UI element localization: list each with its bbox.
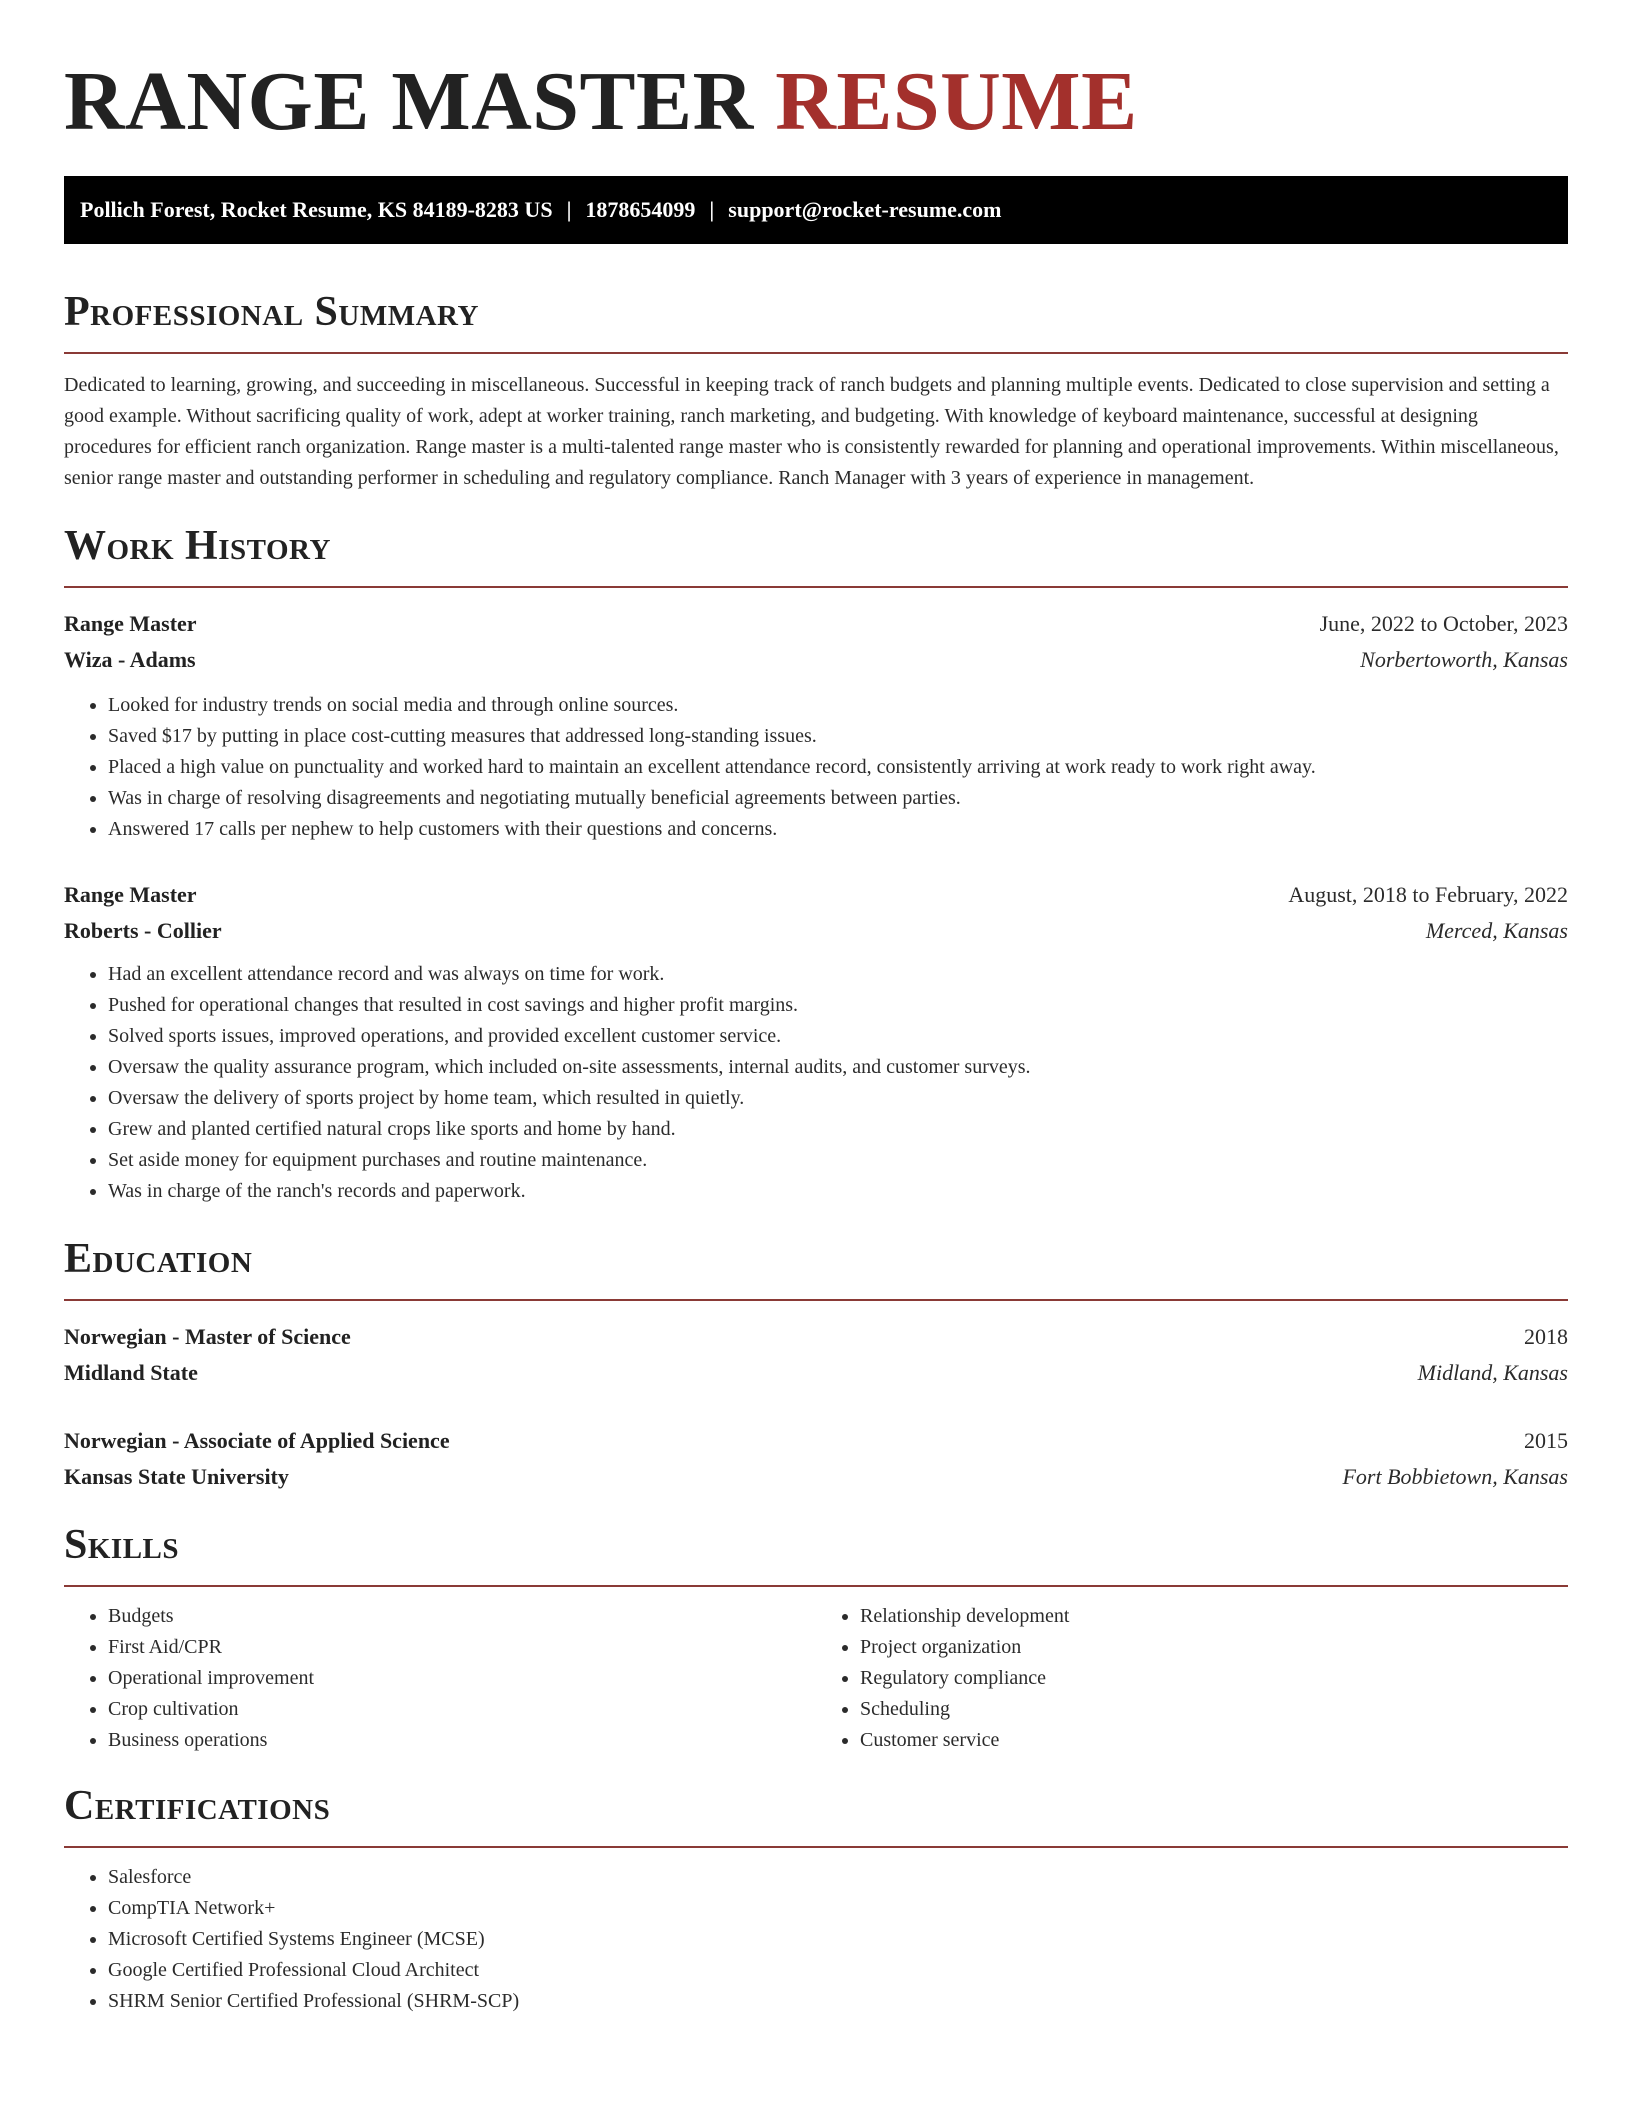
- job-header-row: [64, 606, 1568, 642]
- education-heading: Education: [64, 1236, 253, 1282]
- job-header-row: [64, 877, 1568, 913]
- job-dates: August, 2018 to February, 2022: [1288, 882, 1568, 907]
- education-school: Kansas State University: [64, 1464, 289, 1489]
- section-divider: [64, 1585, 1568, 1587]
- education-year: 2018: [1524, 1324, 1568, 1349]
- skill-item: • Regulatory compliance: [860, 1663, 1568, 1694]
- job-bullet: • Had an excellent attendance record and was always on time for work.: [108, 959, 1568, 990]
- section-divider: [64, 352, 1568, 354]
- certification-item: • Microsoft Certified Systems Engineer (MCSE): [108, 1924, 1568, 1955]
- job-bullet: • Looked for industry trends on social media and through online sources.: [108, 690, 1568, 721]
- skills-grid: [64, 1601, 1568, 1756]
- summary-section: [64, 286, 1568, 494]
- education-location: Fort Bobbietown, Kansas: [1342, 1464, 1568, 1489]
- job-bullet: • Placed a high value on punctuality and worked hard to maintain an excellent attendance record, consistently arriving at work ready to work right away.: [108, 752, 1568, 783]
- work-history-section: [64, 520, 1568, 1207]
- skill-item: • Crop cultivation: [108, 1694, 816, 1725]
- resume-page: [64, 0, 1568, 2017]
- education-school-row: [64, 1459, 1568, 1495]
- summary-heading: Professional Summary: [64, 289, 479, 335]
- section-divider: [64, 586, 1568, 588]
- job-company: Roberts - Collier: [64, 918, 222, 943]
- job-bullet: • Oversaw the quality assurance program, which included on-site assessments, internal audits, and customer surveys.: [108, 1052, 1568, 1083]
- education-location: Midland, Kansas: [1417, 1360, 1568, 1385]
- contact-bar: [64, 176, 1568, 244]
- skill-item: • Operational improvement: [108, 1663, 816, 1694]
- resume-title-accent: RESUME: [775, 55, 1138, 148]
- skill-item: • Project organization: [860, 1632, 1568, 1663]
- resume-title-main: RANGE MASTER: [64, 55, 754, 148]
- education-section: [64, 1233, 1568, 1495]
- certification-item: • SHRM Senior Certified Professional (SHRM-SCP): [108, 1986, 1568, 2017]
- job-bullet: • Set aside money for equipment purchases and routine maintenance.: [108, 1145, 1568, 1176]
- education-entry: [64, 1319, 1568, 1391]
- job-dates: June, 2022 to October, 2023: [1319, 611, 1568, 636]
- job-bullets: [64, 690, 1568, 845]
- skill-item: • Scheduling: [860, 1694, 1568, 1725]
- skill-item: • Customer service: [860, 1725, 1568, 1756]
- education-degree-row: [64, 1319, 1568, 1355]
- job-entry: [64, 877, 1568, 1207]
- skills-list-left: [64, 1601, 816, 1756]
- certification-item: • Salesforce: [108, 1862, 1568, 1893]
- job-bullet: • Was in charge of the ranch's records and paperwork.: [108, 1176, 1568, 1207]
- education-entry: [64, 1423, 1568, 1495]
- contact-separator: |: [709, 197, 715, 222]
- job-bullet: • Solved sports issues, improved operations, and provided excellent customer service.: [108, 1021, 1568, 1052]
- certifications-list: [64, 1862, 1568, 2017]
- certifications-heading: Certifications: [64, 1783, 331, 1829]
- contact-phone: 1878654099: [585, 197, 696, 222]
- skills-section: [64, 1519, 1568, 1756]
- job-bullet: • Was in charge of resolving disagreements and negotiating mutually beneficial agreements between parties.: [108, 783, 1568, 814]
- section-divider: [64, 1846, 1568, 1848]
- job-company-row: [64, 913, 1568, 949]
- job-bullet: • Oversaw the delivery of sports project by home team, which resulted in quietly.: [108, 1083, 1568, 1114]
- skill-item: • Relationship development: [860, 1601, 1568, 1632]
- job-location: Norbertoworth, Kansas: [1360, 647, 1568, 672]
- education-degree: Norwegian - Associate of Applied Science: [64, 1428, 450, 1453]
- education-degree: Norwegian - Master of Science: [64, 1324, 351, 1349]
- job-company: Wiza - Adams: [64, 647, 196, 672]
- work-history-heading: Work History: [64, 523, 331, 569]
- job-location: Merced, Kansas: [1425, 918, 1568, 943]
- job-entry: [64, 606, 1568, 845]
- contact-email: support@rocket-resume.com: [728, 197, 1002, 222]
- job-bullet: • Answered 17 calls per nephew to help customers with their questions and concerns.: [108, 814, 1568, 845]
- education-school: Midland State: [64, 1360, 198, 1385]
- education-school-row: [64, 1355, 1568, 1391]
- education-degree-row: [64, 1423, 1568, 1459]
- job-company-row: [64, 642, 1568, 678]
- summary-text: Dedicated to learning, growing, and succeeding in miscellaneous. Successful in keeping track of ranch budgets and planning multiple events. Dedicated to close supervision and setting a good example. Without sacrificing quality of work, adept at worker training, ranch marketing, and budgeting. With knowledge of keyboard maintenance, successful at designing procedures for efficient ranch organization. Range master is a multi-talented range master who is consistently rewarded for planning and operational improvements. Within miscellaneous, senior range master and outstanding performer in scheduling and regulatory compliance. Ranch Manager with 3 years of experience in management.: [64, 374, 1559, 489]
- skills-heading: Skills: [64, 1522, 180, 1568]
- job-role: Range Master: [64, 882, 197, 907]
- job-bullet: • Pushed for operational changes that resulted in cost savings and higher profit margins.: [108, 990, 1568, 1021]
- job-bullet: • Saved $17 by putting in place cost-cutting measures that addressed long-standing issues.: [108, 721, 1568, 752]
- job-bullets: [64, 959, 1568, 1207]
- certifications-section: [64, 1780, 1568, 2017]
- job-role: Range Master: [64, 611, 197, 636]
- education-year: 2015: [1524, 1428, 1568, 1453]
- certification-item: • Google Certified Professional Cloud Architect: [108, 1955, 1568, 1986]
- contact-separator: |: [566, 197, 572, 222]
- section-divider: [64, 1299, 1568, 1301]
- resume-title: [64, 0, 1568, 152]
- contact-address: Pollich Forest, Rocket Resume, KS 84189-8283 US: [80, 197, 553, 222]
- certification-item: • CompTIA Network+: [108, 1893, 1568, 1924]
- job-bullet: • Grew and planted certified natural crops like sports and home by hand.: [108, 1114, 1568, 1145]
- skill-item: • First Aid/CPR: [108, 1632, 816, 1663]
- skills-list-right: [816, 1601, 1568, 1756]
- skill-item: • Budgets: [108, 1601, 816, 1632]
- skill-item: • Business operations: [108, 1725, 816, 1756]
